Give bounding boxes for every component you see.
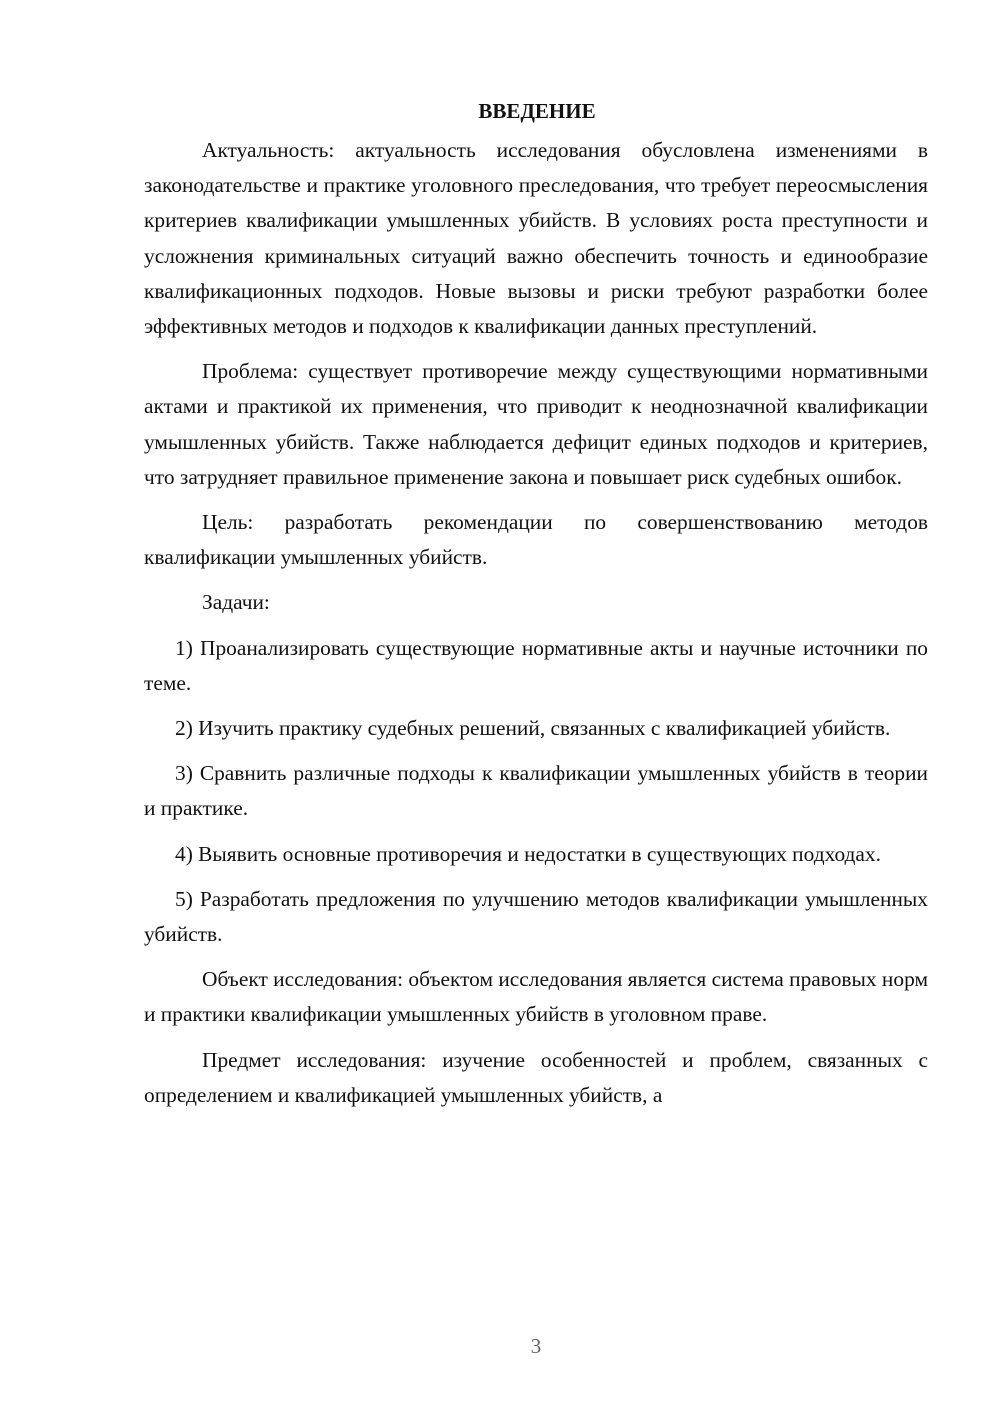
task-item: 2) Изучить практику судебных решений, связанных с квалификацией убийств. <box>175 716 891 741</box>
task-item: 5) Разработать предложения по улучшению методов квалификации умышленных убийств. <box>144 886 928 947</box>
page-body <box>144 94 928 1123</box>
problem-paragraph: Проблема: существует противоречие между существующими нормативными актами и практикой их применения, что приводит к неоднозначной квалификации умышленных убийств. Также наблюдается дефицит единых подходов и критериев, что затрудняет правильное применение закона и повышает риск судебных ошибок. <box>144 359 928 489</box>
relevance-paragraph: Актуальность: актуальность исследования обусловлена изменениями в законодательстве и практике уголовного преследования, что требует переосмысления критериев квалификации умышленных убийств. В условиях роста преступности и усложнения криминальных ситуаций важно обеспечить точность и единообразие квалификационных подходов. Новые вызовы и риски требуют разработки более эффективных методов и подходов к квалификации данных преступлений. <box>144 138 928 339</box>
page-number: 3 <box>530 1334 542 1358</box>
task-item: 1) Проанализировать существующие нормативные акты и научные источники по теме. <box>144 635 928 695</box>
task-item: 3) Сравнить различные подходы к квалификации умышленных убийств в теории и практике. <box>144 761 928 821</box>
task-item: 4) Выявить основные противоречия и недостатки в существующих подходах. <box>175 841 881 866</box>
section-heading: ВВЕДЕНИЕ <box>478 99 596 123</box>
goal-paragraph: Цель: разработать рекомендации по совершенствованию методов квалификации умышленных убийств. <box>144 510 928 570</box>
object-paragraph: Объект исследования: объектом исследования является система правовых норм и практики квалификации умышленных убийств в уголовном праве. <box>144 967 928 1027</box>
subject-paragraph: Предмет исследования: изучение особенностей и проблем, связанных с определением и квалификацией умышленных убийств, а <box>144 1047 928 1107</box>
tasks-label: Задачи: <box>202 590 270 615</box>
